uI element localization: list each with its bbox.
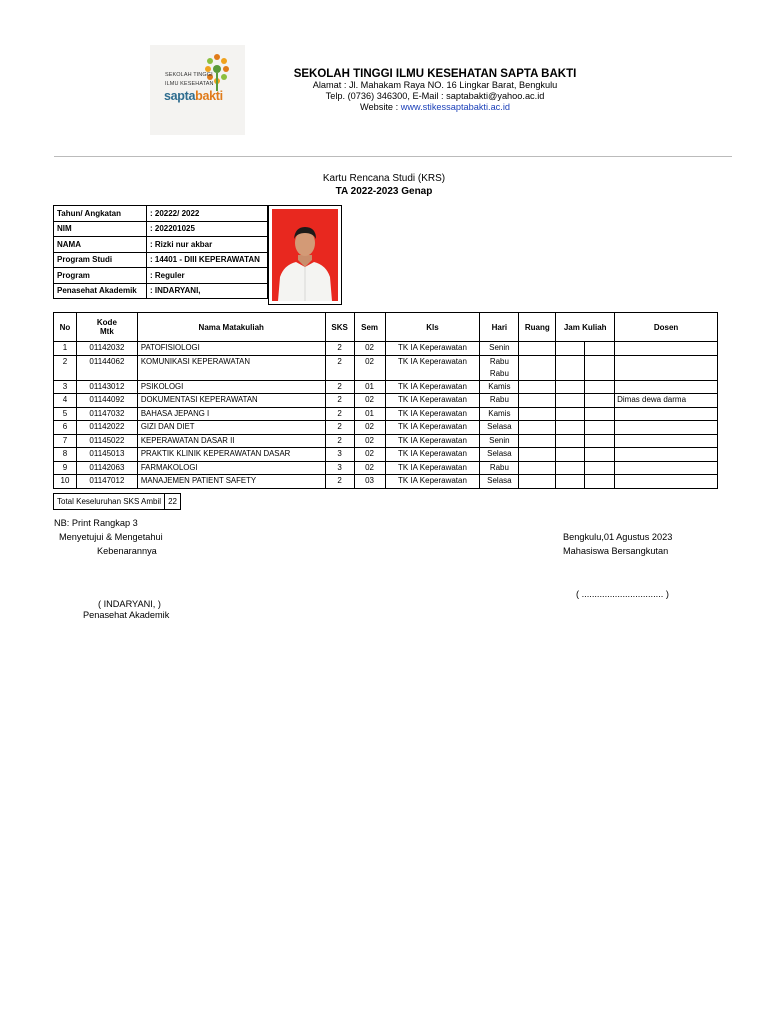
cell-jam-start [556, 434, 585, 448]
cell-no: 3 [54, 380, 77, 394]
cell-hari: Rabu [480, 461, 519, 475]
cell-no: 1 [54, 342, 77, 356]
student-info-label: NIM [54, 221, 147, 237]
cell-dosen [615, 407, 718, 421]
cell-sem: 02 [354, 448, 385, 462]
student-info-value: : 20222/ 2022 [147, 206, 268, 222]
cell-nama: PATOFISIOLOGI [137, 342, 325, 356]
table-row [54, 421, 718, 435]
cell-kode: 01144092 [76, 394, 137, 408]
logo-line-1: SEKOLAH TINGGI [165, 72, 213, 78]
cell-jam-start [556, 461, 585, 475]
cell-kls: TK IA Keperawatan [385, 407, 480, 421]
cell-ruang [519, 421, 556, 435]
cell-hari: Rabu Rabu [480, 355, 519, 380]
cell-nama: PRAKTIK KLINIK KEPERAWATAN DASAR [137, 448, 325, 462]
cell-no: 5 [54, 407, 77, 421]
student-info-row [54, 237, 268, 253]
institution-address: Alamat : Jl. Mahakam Raya NO. 16 Lingkar Barat, Bengkulu [312, 80, 558, 90]
institution-name: SEKOLAH TINGGI ILMU KESEHATAN SAPTA BAKTI [293, 68, 577, 80]
cell-nama: GIZI DAN DIET [137, 421, 325, 435]
student-info-value: : 202201025 [147, 221, 268, 237]
student-info-label: Program [54, 268, 147, 284]
institution-logo [150, 45, 245, 135]
cell-nama: MANAJEMEN PATIENT SAFETY [137, 475, 325, 489]
cell-jam-end [585, 355, 615, 380]
total-sks-value: 22 [165, 494, 181, 510]
cell-no: 6 [54, 421, 77, 435]
cell-sks: 2 [325, 434, 354, 448]
cell-sem: 02 [354, 421, 385, 435]
student-info-value: : Reguler [147, 268, 268, 284]
cell-dosen [615, 355, 718, 380]
cell-sks: 2 [325, 355, 354, 380]
logo-wordmark: saptabakti [164, 89, 223, 103]
advisor-role: Penasehat Akademik [83, 610, 170, 620]
cell-kls: TK IA Keperawatan [385, 380, 480, 394]
cell-dosen [615, 475, 718, 489]
table-row [54, 342, 718, 356]
cell-kls: TK IA Keperawatan [385, 461, 480, 475]
cell-nama: BAHASA JEPANG I [137, 407, 325, 421]
cell-sks: 2 [325, 394, 354, 408]
institution-contact: Telp. (0736) 346300, E-Mail : saptabakti@yahoo.ac.id [325, 91, 545, 101]
title-line-2: TA 2022-2023 Genap [335, 186, 433, 197]
cell-sks: 3 [325, 448, 354, 462]
cell-sem: 02 [354, 434, 385, 448]
table-row [54, 448, 718, 462]
cell-kode: 01142063 [76, 461, 137, 475]
advisor-signature: ( INDARYANI, ) [98, 599, 161, 609]
title-line-1: Kartu Rencana Studi (KRS) [322, 173, 446, 184]
col-kode: Kode Mtk [76, 313, 137, 342]
document-title [54, 172, 714, 198]
student-info-table [53, 205, 268, 299]
student-info-value: : INDARYANI, [147, 283, 268, 299]
cell-sks: 3 [325, 461, 354, 475]
student-info-label: Tahun/ Angkatan [54, 206, 147, 222]
cell-ruang [519, 355, 556, 380]
table-row [54, 461, 718, 475]
student-info-row [54, 268, 268, 284]
cell-jam-start [556, 421, 585, 435]
cell-kls: TK IA Keperawatan [385, 421, 480, 435]
cell-hari: Kamis [480, 407, 519, 421]
cell-kls: TK IA Keperawatan [385, 434, 480, 448]
cell-no: 7 [54, 434, 77, 448]
cell-jam-start [556, 394, 585, 408]
table-row [54, 434, 718, 448]
cell-sks: 2 [325, 380, 354, 394]
cell-kode: 01145022 [76, 434, 137, 448]
cell-jam-start [556, 407, 585, 421]
cell-sem: 01 [354, 380, 385, 394]
cell-jam-end [585, 342, 615, 356]
student-info-row [54, 283, 268, 299]
approval-line-1: Menyetujui & Mengetahui [59, 532, 163, 542]
person-photo-icon [272, 209, 338, 301]
cell-no: 10 [54, 475, 77, 489]
cell-ruang [519, 461, 556, 475]
col-hari: Hari [480, 313, 519, 342]
total-sks [53, 493, 181, 510]
cell-kode: 01144062 [76, 355, 137, 380]
cell-dosen [615, 448, 718, 462]
website-link[interactable]: www.stikessaptabakti.ac.id [400, 102, 510, 112]
col-nama: Nama Matakuliah [137, 313, 325, 342]
cell-jam-end [585, 434, 615, 448]
col-sem: Sem [354, 313, 385, 342]
cell-jam-end [585, 475, 615, 489]
cell-ruang [519, 380, 556, 394]
cell-hari: Rabu [480, 394, 519, 408]
cell-kls: TK IA Keperawatan [385, 394, 480, 408]
cell-sem: 01 [354, 407, 385, 421]
cell-jam-end [585, 394, 615, 408]
cell-ruang [519, 342, 556, 356]
cell-nama: KEPERAWATAN DASAR II [137, 434, 325, 448]
cell-jam-end [585, 421, 615, 435]
col-sks: SKS [325, 313, 354, 342]
cell-dosen [615, 421, 718, 435]
student-info-label: NAMA [54, 237, 147, 253]
table-row [54, 475, 718, 489]
student-info-row [54, 221, 268, 237]
table-row [54, 380, 718, 394]
cell-kode: 01147012 [76, 475, 137, 489]
institution-website: Website : www.stikessaptabakti.ac.id [360, 102, 510, 112]
cell-dosen [615, 342, 718, 356]
col-no: No [54, 313, 77, 342]
student-signature: ( ................................ ) [576, 589, 669, 599]
cell-sks: 2 [325, 407, 354, 421]
cell-sks: 2 [325, 421, 354, 435]
cell-hari: Kamis [480, 380, 519, 394]
cell-sem: 02 [354, 461, 385, 475]
place-date: Bengkulu,01 Agustus 2023 [563, 532, 673, 542]
header-divider [54, 156, 732, 157]
cell-ruang [519, 407, 556, 421]
course-table [53, 312, 718, 489]
cell-ruang [519, 394, 556, 408]
cell-nama: KOMUNIKASI KEPERAWATAN [137, 355, 325, 380]
cell-sks: 2 [325, 342, 354, 356]
cell-kls: TK IA Keperawatan [385, 342, 480, 356]
cell-kode: 01142022 [76, 421, 137, 435]
cell-no: 2 [54, 355, 77, 380]
cell-kls: TK IA Keperawatan [385, 355, 480, 380]
student-info-label: Penasehat Akademik [54, 283, 147, 299]
cell-jam-end [585, 407, 615, 421]
cell-kode: 01145013 [76, 448, 137, 462]
cell-kode: 01143012 [76, 380, 137, 394]
cell-jam-end [585, 461, 615, 475]
cell-ruang [519, 434, 556, 448]
cell-jam-start [556, 342, 585, 356]
cell-sem: 02 [354, 342, 385, 356]
cell-hari: Senin [480, 434, 519, 448]
student-sign-role: Mahasiswa Bersangkutan [563, 546, 669, 556]
total-sks-label: Total Keseluruhan SKS Ambil [54, 494, 165, 510]
cell-no: 9 [54, 461, 77, 475]
student-info-value: : Rizki nur akbar [147, 237, 268, 253]
cell-no: 8 [54, 448, 77, 462]
student-info-row [54, 252, 268, 268]
institution-header [240, 68, 630, 113]
student-info-value: : 14401 - DIII KEPERAWATAN [147, 252, 268, 268]
cell-jam-start [556, 380, 585, 394]
cell-sks: 2 [325, 475, 354, 489]
cell-dosen: Dimas dewa darma [615, 394, 718, 408]
print-note: NB: Print Rangkap 3 [54, 518, 138, 528]
table-row [54, 394, 718, 408]
cell-jam-end [585, 448, 615, 462]
cell-kode: 01147032 [76, 407, 137, 421]
cell-nama: PSIKOLOGI [137, 380, 325, 394]
cell-kode: 01142032 [76, 342, 137, 356]
cell-dosen [615, 434, 718, 448]
col-kls: Kls [385, 313, 480, 342]
cell-hari: Selasa [480, 421, 519, 435]
cell-no: 4 [54, 394, 77, 408]
cell-ruang [519, 448, 556, 462]
student-photo [268, 205, 342, 305]
cell-dosen [615, 380, 718, 394]
cell-nama: DOKUMENTASI KEPERAWATAN [137, 394, 325, 408]
cell-kls: TK IA Keperawatan [385, 448, 480, 462]
col-ruang: Ruang [519, 313, 556, 342]
table-row [54, 407, 718, 421]
col-dosen: Dosen [615, 313, 718, 342]
cell-nama: FARMAKOLOGI [137, 461, 325, 475]
photo-background [272, 209, 338, 301]
approval-line-2: Kebenarannya [97, 546, 157, 556]
cell-sem: 03 [354, 475, 385, 489]
table-row [54, 355, 718, 380]
course-table-header [54, 313, 718, 342]
cell-jam-end [585, 380, 615, 394]
cell-hari: Senin [480, 342, 519, 356]
cell-jam-start [556, 475, 585, 489]
col-jam: Jam Kuliah [556, 313, 615, 342]
student-info-label: Program Studi [54, 252, 147, 268]
student-info-row [54, 206, 268, 222]
logo-line-2: ILMU KESEHATAN [165, 81, 214, 87]
cell-jam-start [556, 355, 585, 380]
cell-jam-start [556, 448, 585, 462]
cell-hari: Selasa [480, 448, 519, 462]
cell-sem: 02 [354, 394, 385, 408]
cell-hari: Selasa [480, 475, 519, 489]
cell-ruang [519, 475, 556, 489]
cell-dosen [615, 461, 718, 475]
cell-sem: 02 [354, 355, 385, 380]
cell-kls: TK IA Keperawatan [385, 475, 480, 489]
